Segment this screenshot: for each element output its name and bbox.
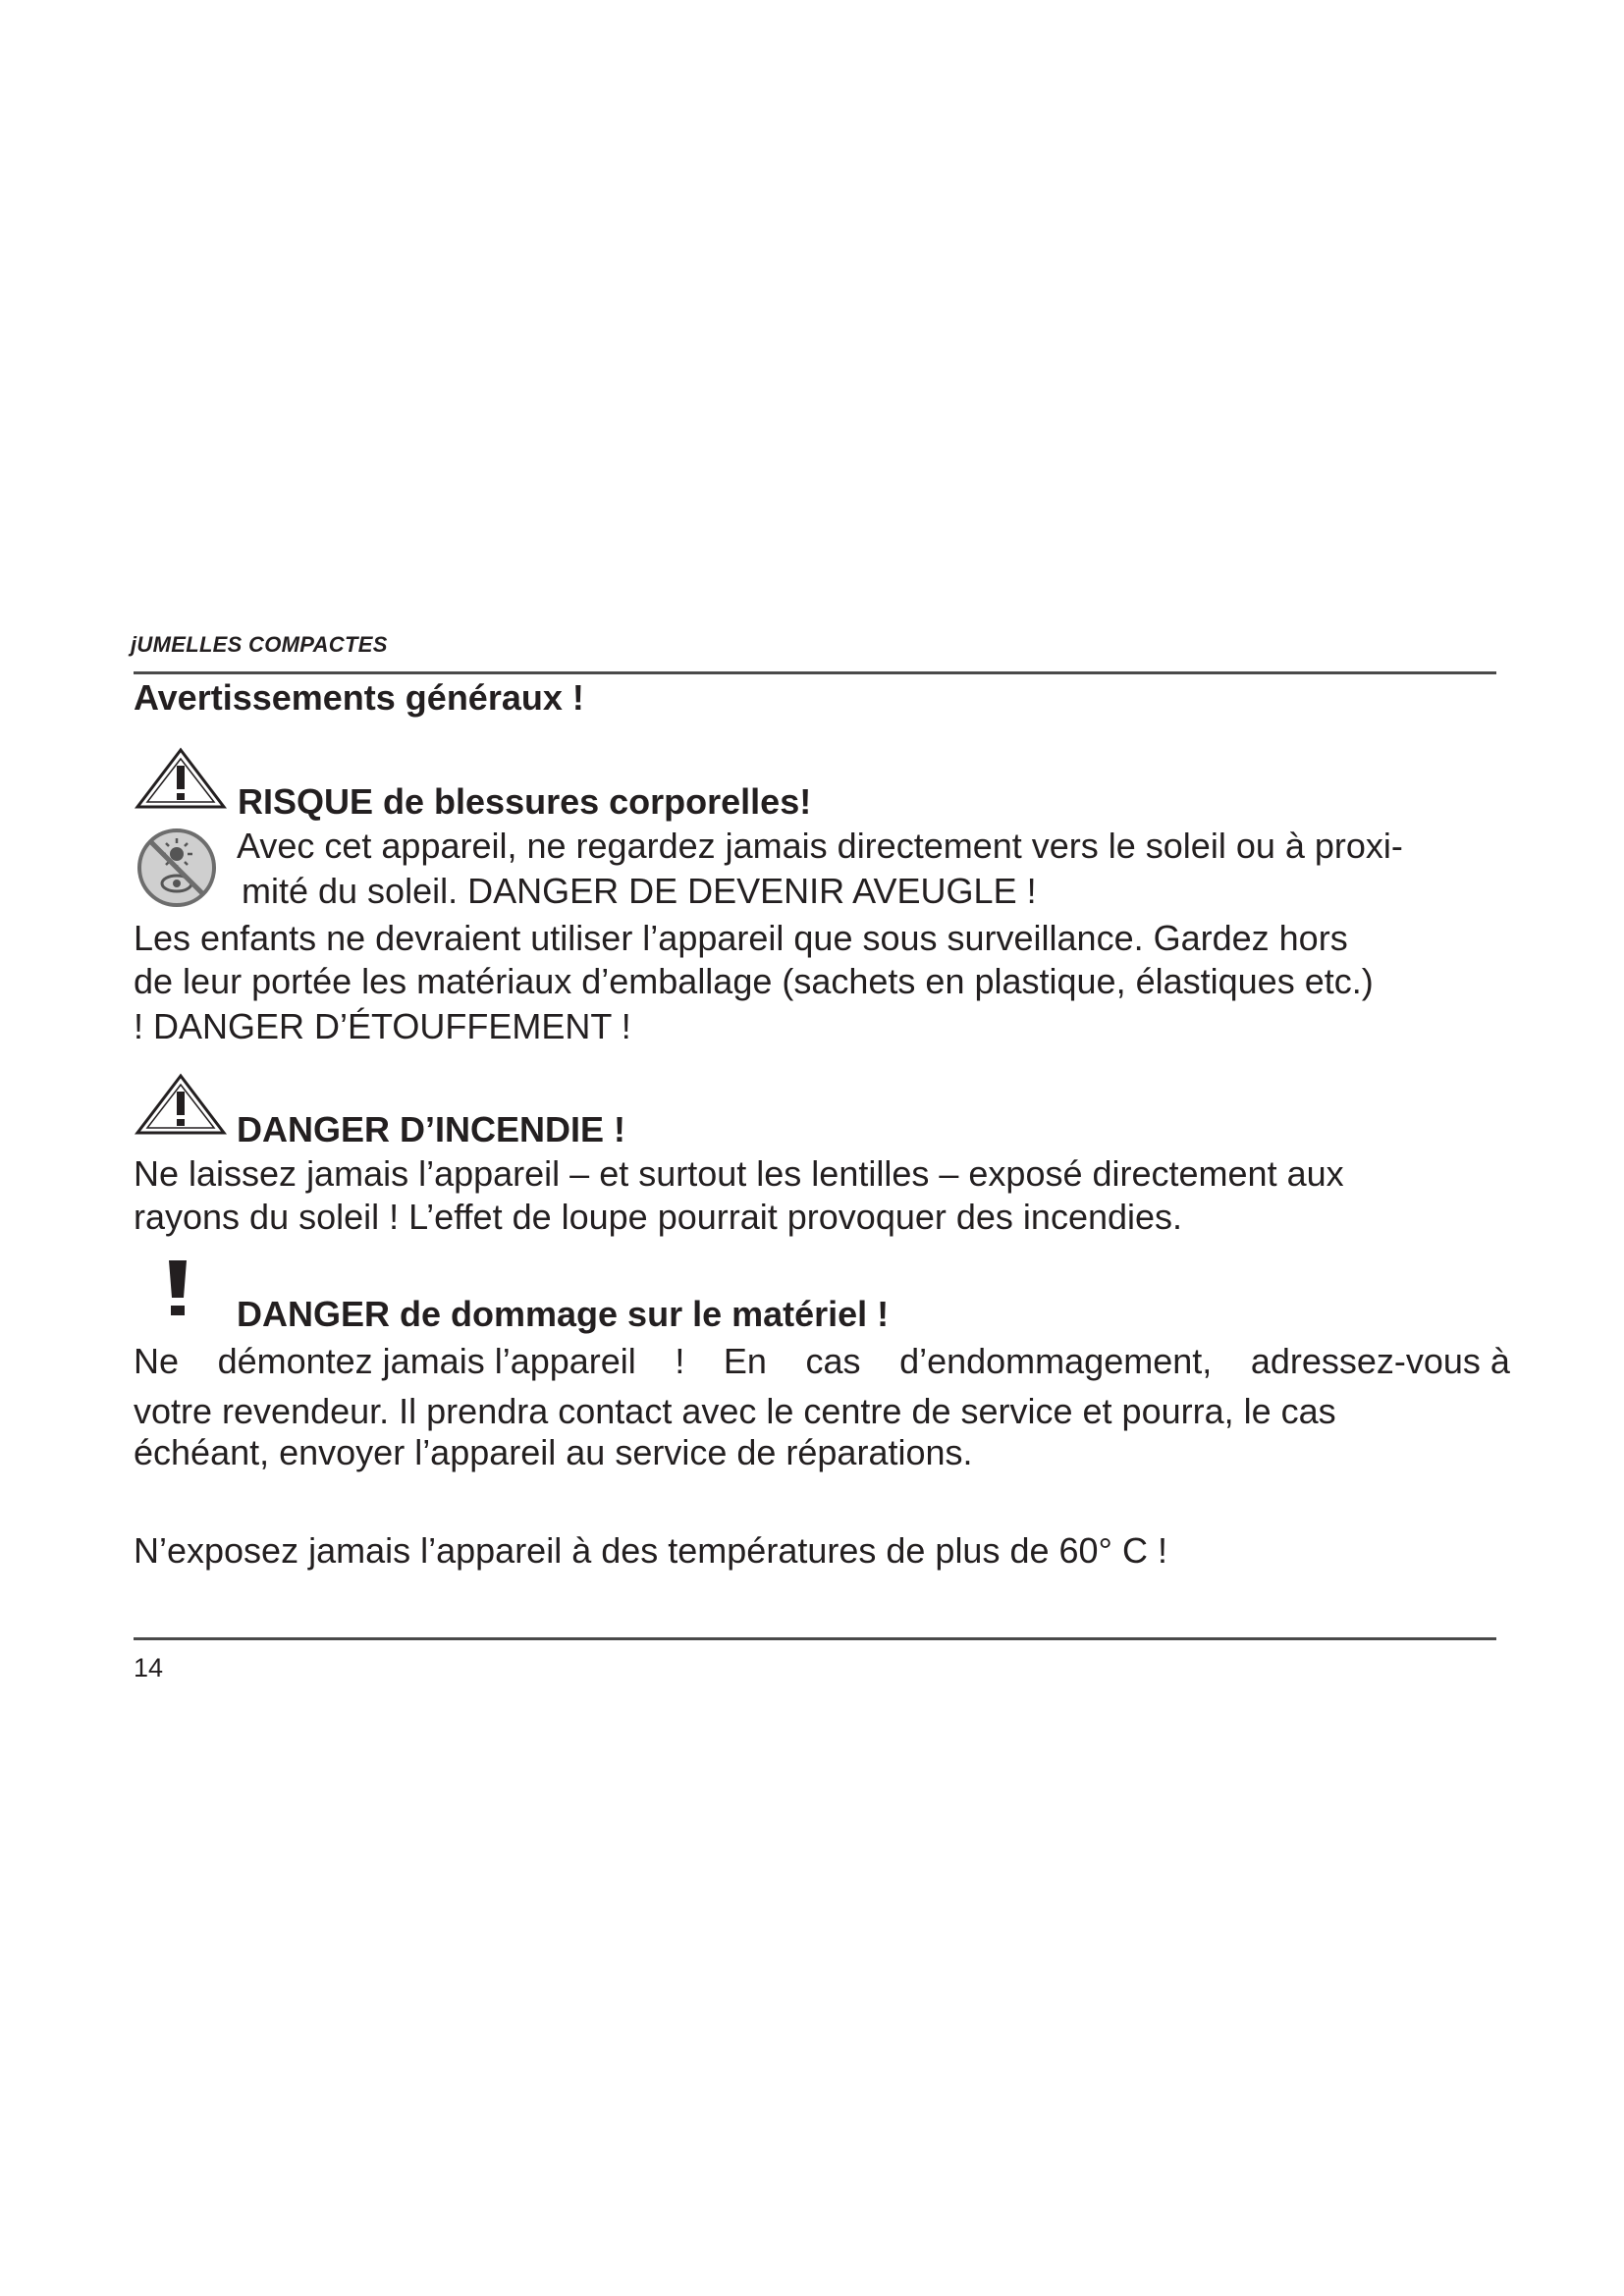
damage-word: d’endommagement, [899, 1341, 1213, 1381]
injury-heading: RISQUE de blessures corporelles! [238, 781, 812, 822]
footer-rule [134, 1637, 1496, 1640]
damage-word: ! [675, 1341, 685, 1381]
damage-word: Ne [134, 1341, 180, 1381]
damage-word: cas [805, 1341, 861, 1381]
damage-word: adressez-vous à [1250, 1341, 1510, 1381]
exclamation-icon [167, 1258, 189, 1317]
sun-warning-line-2: mité du soleil. DANGER DE DEVENIR AVEUGLE ! [242, 871, 1037, 911]
damage-line-2: votre revendeur. Il prendra contact avec le centre de service et pourra, le cas [134, 1391, 1336, 1431]
damage-line-3: échéant, envoyer l’appareil au service de réparations. [134, 1432, 973, 1472]
fire-heading: DANGER D’INCENDIE ! [237, 1109, 626, 1149]
fire-line-1: Ne laissez jamais l’appareil – et surtout les lentilles – exposé directement aux [134, 1153, 1344, 1194]
damage-heading: DANGER de dommage sur le matériel ! [237, 1294, 890, 1334]
children-warning-line-1: Les enfants ne devraient utiliser l’appareil que sous surveillance. Gardez hors [134, 918, 1348, 958]
no-sun-viewing-icon [134, 825, 220, 911]
children-warning-line-2: de leur portée les matériaux d’emballage (sachets en plastique, élastiques etc.) [134, 961, 1374, 1001]
warning-triangle-icon [134, 1072, 228, 1137]
warning-triangle-icon [134, 746, 228, 811]
temperature-note: N’exposez jamais l’appareil à des températures de plus de 60° C ! [134, 1530, 1167, 1571]
header-rule [134, 671, 1496, 674]
damage-line-1 [134, 1341, 1510, 1382]
page-title: Avertissements généraux ! [134, 677, 584, 718]
running-header: jUMELLES COMPACTES [131, 632, 388, 657]
damage-word: En [723, 1341, 767, 1381]
page-number: 14 [134, 1653, 164, 1682]
damage-word: démontez jamais l’appareil [217, 1341, 636, 1381]
fire-line-2: rayons du soleil ! L’effet de loupe pourrait provoquer des incendies. [134, 1197, 1183, 1237]
sun-warning-line-1: Avec cet appareil, ne regardez jamais directement vers le soleil ou à proxi- [237, 826, 1403, 866]
children-warning-line-3: ! DANGER D’ÉTOUFFEMENT ! [134, 1006, 631, 1046]
